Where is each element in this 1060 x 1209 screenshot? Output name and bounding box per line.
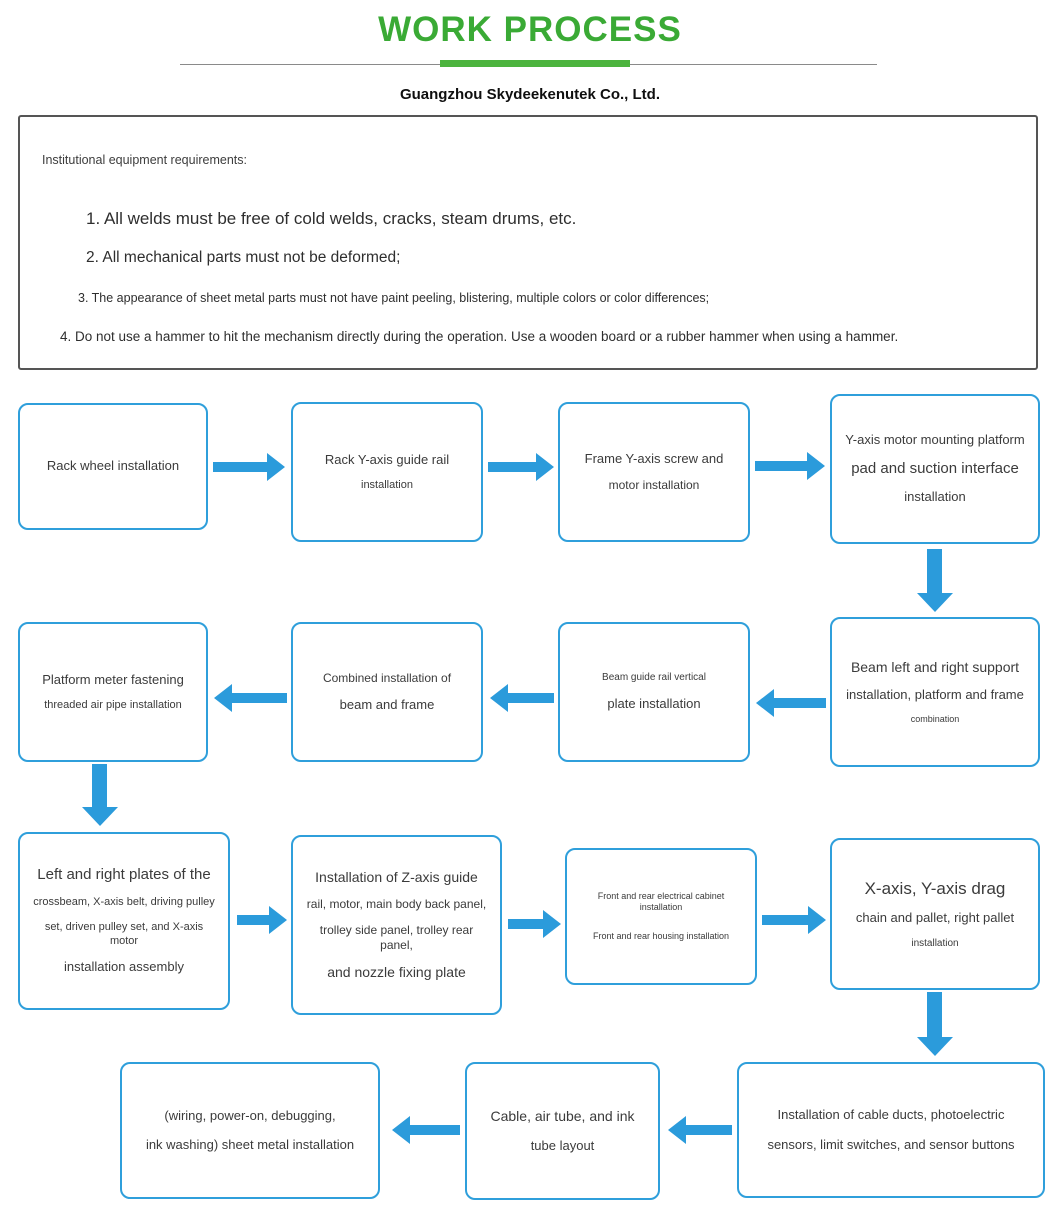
flow-box-label: Rack Y-axis guide rail — [324, 451, 450, 467]
flow-box-label: sensors, limit switches, and sensor buttons — [767, 1136, 1015, 1152]
arrow-left-icon — [490, 684, 554, 712]
flow-box-label: and nozzle fixing plate — [327, 964, 466, 980]
requirement-item: 4. Do not use a hammer to hit the mechanism directly during the operation. Use a wooden board or a rubber hammer when using a hammer. — [60, 329, 899, 344]
flow-box-cable-air-tube-ink — [465, 1062, 660, 1200]
flow-box-beam-guide-rail-vertical-plate — [558, 622, 750, 762]
arrow-head — [756, 689, 774, 717]
flow-box-label: Left and right plates of the — [37, 866, 211, 884]
flow-box-label: (wiring, power-on, debugging, — [164, 1107, 336, 1123]
flow-box-electrical-cabinet-housing — [565, 848, 757, 985]
arrow-down-icon — [82, 764, 118, 826]
arrow-shaft — [684, 1125, 732, 1135]
flow-box-label: installation — [361, 478, 413, 491]
flow-box-label: Platform meter fastening — [42, 671, 184, 687]
arrow-head — [490, 684, 508, 712]
arrow-shaft — [506, 693, 554, 703]
requirement-item: 2. All mechanical parts must not be deformed; — [86, 249, 401, 266]
flow-box-label: Cable, air tube, and ink — [490, 1107, 635, 1124]
arrow-shaft — [213, 462, 269, 472]
arrow-shaft — [927, 549, 942, 595]
flow-box-platform-meter-fastening — [18, 622, 208, 762]
arrow-left-icon — [214, 684, 287, 712]
flow-box-label: Installation of Z-axis guide — [315, 868, 478, 885]
flow-box-label: X-axis, Y-axis drag — [864, 879, 1006, 898]
flow-box-rack-wheel-installation — [18, 403, 208, 530]
flow-box-z-axis-guide-rail — [291, 835, 502, 1015]
arrow-right-icon — [488, 453, 554, 481]
arrow-head — [668, 1116, 686, 1144]
arrow-down-icon — [917, 549, 953, 612]
requirements-box — [18, 115, 1038, 370]
company-name: Guangzhou Skydeekenutek Co., Ltd. — [399, 86, 661, 103]
flow-box-x-y-axis-drag-chain — [830, 838, 1040, 990]
arrow-right-icon — [508, 910, 561, 938]
requirement-item: 1. All welds must be free of cold welds, cracks, steam drums, etc. — [86, 209, 577, 228]
arrow-right-icon — [762, 906, 826, 934]
arrow-head — [536, 453, 554, 481]
arrow-shaft — [927, 992, 942, 1039]
arrow-shaft — [772, 698, 826, 708]
arrow-shaft — [92, 764, 107, 809]
flow-box-label: rail, motor, main body back panel, — [306, 897, 487, 911]
flow-box-label: plate installation — [607, 695, 701, 711]
flow-box-y-axis-motor-platform — [830, 394, 1040, 544]
arrow-head — [808, 906, 826, 934]
arrow-head — [807, 452, 825, 480]
arrow-head — [917, 593, 953, 612]
flow-box-label: installation — [904, 489, 966, 505]
flow-box-frame-y-axis-screw-motor — [558, 402, 750, 542]
arrow-shaft — [230, 693, 287, 703]
arrow-shaft — [762, 915, 810, 925]
flow-box-label: installation assembly — [64, 959, 184, 975]
flow-box-label: Beam guide rail vertical — [602, 672, 706, 684]
flow-box-label: combination — [910, 714, 960, 725]
requirements-heading: Institutional equipment requirements: — [42, 153, 247, 167]
flow-box-label: motor installation — [608, 478, 700, 493]
arrow-left-icon — [668, 1116, 732, 1144]
arrow-down-icon — [917, 992, 953, 1056]
arrow-right-icon — [213, 453, 285, 481]
flow-box-label: Y-axis motor mounting platform — [845, 432, 1025, 448]
flow-box-label: Installation of cable ducts, photoelectric — [777, 1107, 1005, 1123]
flow-box-label: pad and suction interface — [851, 459, 1019, 477]
arrow-head — [267, 453, 285, 481]
arrow-shaft — [508, 919, 545, 929]
flow-box-label: ink washing) sheet metal installation — [145, 1137, 355, 1152]
flow-box-combined-beam-frame — [291, 622, 483, 762]
flow-box-label: Frame Y-axis screw and — [584, 450, 724, 466]
arrow-head — [82, 807, 118, 826]
flow-box-label: trolley side panel, trolley rear panel, — [319, 923, 474, 952]
page-title: WORK PROCESS — [378, 10, 682, 49]
arrow-shaft — [488, 462, 538, 472]
title-divider-accent — [440, 60, 630, 67]
flow-box-label: Beam left and right support — [850, 658, 1020, 675]
flow-box-cable-ducts-sensors — [737, 1062, 1045, 1198]
arrow-head — [917, 1037, 953, 1056]
flow-box-label: threaded air pipe installation — [44, 698, 182, 711]
flow-box-label: Front and rear electrical cabinet installation — [597, 891, 725, 913]
arrow-head — [214, 684, 232, 712]
flow-box-label: Front and rear housing installation — [592, 930, 730, 941]
flow-box-rack-y-axis-guide-rail — [291, 402, 483, 542]
flow-box-label: installation — [911, 937, 959, 949]
arrow-head — [269, 906, 287, 934]
arrow-shaft — [408, 1125, 460, 1135]
flow-box-label: chain and pallet, right pallet — [855, 910, 1015, 926]
flow-box-label: Combined installation of — [322, 670, 452, 685]
arrow-left-icon — [392, 1116, 460, 1144]
requirement-item: 3. The appearance of sheet metal parts must not have paint peeling, blistering, multiple colors or color differences; — [78, 291, 710, 305]
arrow-head — [392, 1116, 410, 1144]
flow-box-label: beam and frame — [339, 696, 435, 712]
flow-box-crossbeam-plates-assembly — [18, 832, 230, 1010]
arrow-head — [543, 910, 561, 938]
flow-box-wiring-debugging-sheet-metal — [120, 1062, 380, 1199]
arrow-shaft — [755, 461, 809, 471]
flow-box-label: crossbeam, X-axis belt, driving pulley — [33, 896, 215, 909]
arrow-left-icon — [756, 689, 826, 717]
flow-box-label: set, driven pulley set, and X-axis motor — [44, 920, 204, 947]
flow-box-label: tube layout — [530, 1138, 595, 1154]
arrow-right-icon — [755, 452, 825, 480]
flow-box-label: Rack wheel installation — [46, 458, 180, 474]
flow-box-label: installation, platform and frame — [846, 687, 1024, 702]
arrow-shaft — [237, 915, 271, 925]
flow-box-beam-left-right-support — [830, 617, 1040, 767]
arrow-right-icon — [237, 906, 287, 934]
